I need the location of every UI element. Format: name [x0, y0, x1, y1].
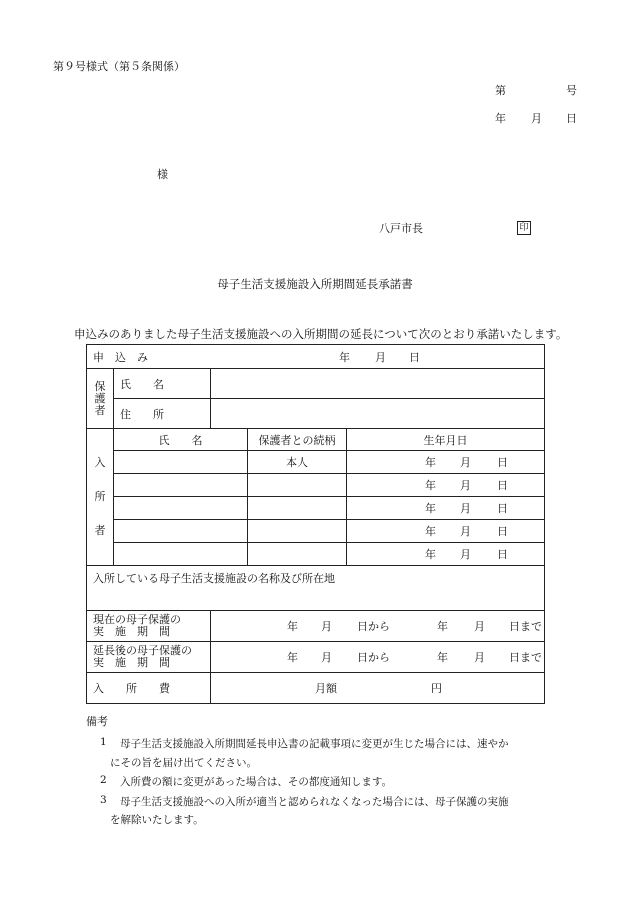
resident-name-field[interactable] — [114, 451, 248, 474]
seal-mark — [517, 219, 531, 235]
extended-to-year: 年 — [437, 651, 448, 664]
current-period-label: 現在の母子保護の 実 施 期 間 — [87, 611, 211, 642]
resident-row — [87, 474, 545, 497]
resident-row — [87, 520, 545, 543]
issue-date-year: 年 — [495, 112, 506, 125]
resident-row — [87, 497, 545, 520]
issuer-name: 八戸市長 — [379, 222, 423, 235]
current-to-month: 月 — [474, 620, 485, 633]
guardian-address-field[interactable] — [211, 399, 545, 429]
application-label: 申 込 み — [93, 350, 148, 364]
birth-year: 年 — [425, 479, 436, 492]
birth-month: 月 — [460, 479, 471, 492]
birth-month: 月 — [460, 502, 471, 515]
application-month: 月 — [375, 350, 386, 364]
guardian-name-label: 氏 名 — [114, 369, 211, 399]
extended-period-label: 延長後の母子保護の 実 施 期 間 — [87, 642, 211, 673]
note-1-number: 1 — [100, 736, 107, 748]
extended-from-month: 月 — [321, 651, 332, 664]
birth-year: 年 — [425, 548, 436, 561]
resident-relation-field[interactable] — [248, 474, 347, 497]
resident-name-header: 氏 名 — [114, 429, 248, 451]
application-row — [87, 345, 545, 369]
fee-monthly-label: 月額 — [315, 682, 337, 695]
residents-label: 入所者 — [87, 429, 114, 566]
application-day: 日 — [409, 350, 420, 364]
birth-year: 年 — [425, 456, 436, 469]
document-title: 母子生活支援施設入所期間延長承諾書 — [217, 277, 413, 291]
guardian-address-label: 住 所 — [114, 399, 211, 429]
note-3-number: 3 — [100, 794, 107, 806]
extended-to-day: 日まで — [509, 651, 542, 664]
birth-year: 年 — [425, 525, 436, 538]
resident-name-field[interactable] — [114, 497, 248, 520]
current-to-year: 年 — [437, 620, 448, 633]
resident-name-field[interactable] — [114, 520, 248, 543]
guardian-label: 保護者 — [87, 369, 114, 429]
doc-number-suffix: 号 — [566, 84, 577, 97]
resident-relation-field[interactable] — [248, 497, 347, 520]
resident-name-field[interactable] — [114, 543, 248, 566]
birth-month: 月 — [460, 548, 471, 561]
issue-date-month: 月 — [531, 112, 542, 125]
extended-to-month: 月 — [474, 651, 485, 664]
birth-day: 日 — [497, 525, 508, 538]
current-from-year: 年 — [287, 620, 298, 633]
fee-yen-label: 円 — [431, 682, 442, 695]
birth-month: 月 — [460, 456, 471, 469]
current-from-month: 月 — [321, 620, 332, 633]
facility-label: 入所している母子生活支援施設の名称及び所在地 — [93, 572, 335, 585]
note-3-line2: を解除いたします。 — [110, 814, 204, 826]
notes-heading: 備考 — [86, 715, 108, 728]
issue-date-day: 日 — [566, 112, 577, 125]
resident-row — [87, 543, 545, 566]
resident-relation-self: 本人 — [248, 451, 347, 474]
relation-header: 保護者との続柄 — [248, 429, 347, 451]
intro-text: 申込みのありました母子生活支援施設への入所期間の延長について次のとおり承諾いたします。 — [74, 327, 568, 341]
current-to-day: 日まで — [509, 620, 542, 633]
note-3-line1: 母子生活支援施設への入所が適当と認められなくなった場合には、母子保護の実施 — [120, 796, 509, 808]
birth-day: 日 — [497, 502, 508, 515]
note-2-line1: 入所費の額に変更があった場合は、その都度通知します。 — [120, 776, 393, 788]
resident-name-field[interactable] — [114, 474, 248, 497]
guardian-name-field[interactable] — [211, 369, 545, 399]
current-from-day: 日から — [357, 620, 390, 633]
facility-field[interactable] — [87, 566, 545, 611]
birth-day: 日 — [497, 456, 508, 469]
birth-year: 年 — [425, 502, 436, 515]
resident-row — [87, 451, 545, 474]
note-1-line2: にその旨を届け出てください。 — [110, 757, 257, 769]
addressee-suffix: 様 — [157, 168, 168, 181]
extended-from-day: 日から — [357, 651, 390, 664]
resident-relation-field[interactable] — [248, 520, 347, 543]
fee-label: 入 所 費 — [87, 673, 211, 704]
note-1-line1: 母子生活支援施設入所期間延長申込書の記載事項に変更が生じた場合には、速やか — [120, 738, 509, 750]
application-year: 年 — [339, 350, 350, 364]
doc-number-prefix: 第 — [495, 84, 506, 97]
form-number: 第９号様式（第５条関係） — [53, 60, 185, 73]
resident-relation-field[interactable] — [248, 543, 347, 566]
approval-form-table — [86, 344, 545, 704]
birthdate-header: 生年月日 — [347, 429, 545, 451]
birth-day: 日 — [497, 479, 508, 492]
note-2-number: 2 — [100, 774, 107, 786]
extended-from-year: 年 — [287, 651, 298, 664]
seal-icon: 印 — [517, 221, 531, 235]
birth-day: 日 — [497, 548, 508, 561]
birth-month: 月 — [460, 525, 471, 538]
